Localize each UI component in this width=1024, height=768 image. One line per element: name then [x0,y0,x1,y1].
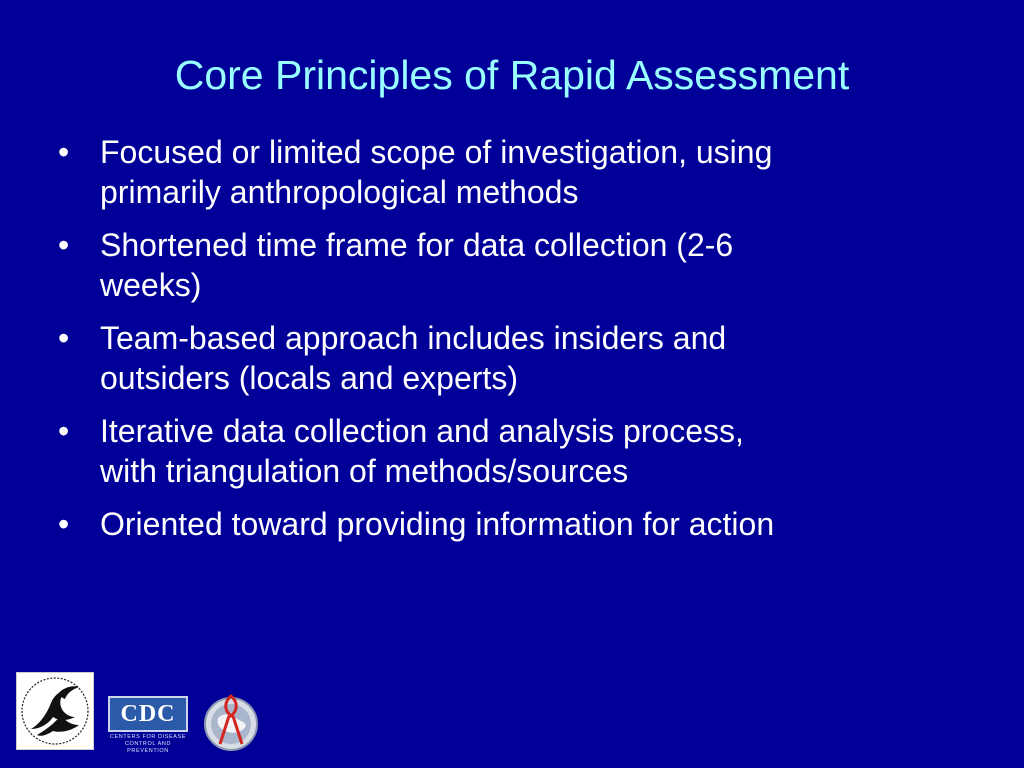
bullet-item [58,504,958,544]
bullet-item [58,132,958,212]
bullet-item [58,411,958,491]
hhs-seal-graphic [17,673,93,749]
bullet-text-line: Shortened time frame for data collection (2-6 [100,227,734,263]
cdc-tagline-line: CENTERS FOR DISEASE [109,734,187,740]
bullet-list [58,132,958,557]
bullet-item [58,318,958,398]
cdc-logo-tagline [108,734,188,755]
bullet-text-line: Iterative data collection and analysis process, [100,413,744,449]
bullet-text-line: primarily anthropological methods [100,174,579,210]
bullet-text-line: Team-based approach includes insiders and [100,320,727,356]
cdc-logo-text: CDC [108,696,188,732]
slide-title: Core Principles of Rapid Assessment [174,52,850,98]
bullet-text-line: with triangulation of methods/sources [100,453,629,489]
bullet-marker: • [58,134,70,170]
bullet-marker: • [58,320,70,356]
bullet-text-line: outsiders (locals and experts) [100,360,518,396]
bullet-marker: • [58,506,70,542]
bullet-text-line: Oriented toward providing information for action [100,506,775,542]
bullet-marker: • [58,413,70,449]
hhs-eagle-seal-icon [16,672,94,750]
bullet-item [58,225,958,305]
cdc-tagline-line: CONTROL AND PREVENTION [124,741,172,754]
bullet-text-line: weeks) [100,267,202,303]
bullet-marker: • [58,227,70,263]
globe-seal-graphic [196,692,266,752]
globe-ribbon-seal-icon [196,692,266,748]
bullet-text-line: Focused or limited scope of investigation, using [100,134,773,170]
cdc-logo-icon [108,696,188,754]
